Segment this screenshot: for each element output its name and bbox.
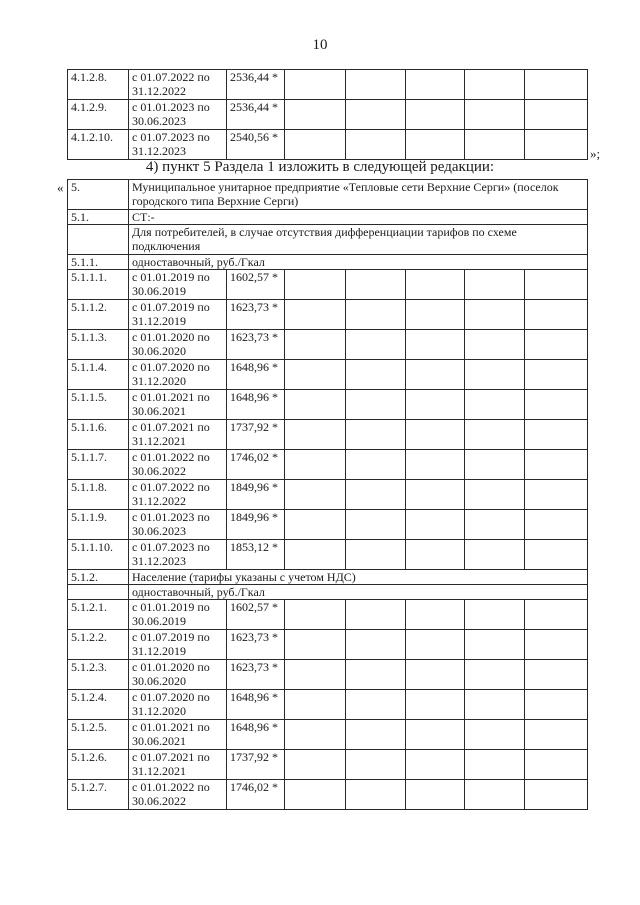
empty-cell [406, 330, 465, 360]
empty-cell [465, 450, 525, 480]
tariff-row [68, 480, 588, 510]
tariff-row [68, 630, 588, 660]
empty-cell [346, 330, 406, 360]
empty-cell [465, 660, 525, 690]
price-cell: 1602,57 * [227, 270, 285, 300]
empty-cell [525, 510, 588, 540]
price-cell: 1648,96 * [227, 690, 285, 720]
empty-cell [525, 420, 588, 450]
empty-cell [525, 270, 588, 300]
tariff-row [68, 270, 588, 300]
empty-cell [465, 720, 525, 750]
row-number: 4.1.2.10. [68, 130, 129, 160]
empty-cell [525, 780, 588, 810]
empty-cell [285, 660, 346, 690]
price-cell: 1737,92 * [227, 750, 285, 780]
price-cell: 1623,73 * [227, 630, 285, 660]
tariff-row [68, 600, 588, 630]
period-cell: с 01.01.2022 по 30.06.2022 [129, 780, 227, 810]
empty-cell [525, 450, 588, 480]
tariff-table-main [67, 179, 588, 810]
price-cell: 1746,02 * [227, 450, 285, 480]
empty-cell [406, 390, 465, 420]
price-cell: 1602,57 * [227, 600, 285, 630]
empty-cell [465, 130, 525, 160]
st-label: СТ:- [129, 210, 588, 225]
empty-cell [465, 360, 525, 390]
row-number: 5.1.1.9. [68, 510, 129, 540]
period-cell: с 01.01.2020 по 30.06.2020 [129, 660, 227, 690]
empty-cell [406, 480, 465, 510]
row-number: 5.1.1.1. [68, 270, 129, 300]
row-number: 5.1.1.7. [68, 450, 129, 480]
empty-cell [465, 750, 525, 780]
tariff-table-continuation [67, 69, 588, 160]
empty-cell [406, 450, 465, 480]
price-cell: 2536,44 * [227, 100, 285, 130]
empty-cell [346, 450, 406, 480]
empty-cell [346, 510, 406, 540]
empty-cell [285, 450, 346, 480]
empty-cell [285, 480, 346, 510]
row-number: 5.1.1. [68, 255, 129, 270]
empty-cell [346, 300, 406, 330]
period-cell: с 01.01.2023 по 30.06.2023 [129, 510, 227, 540]
period-cell: с 01.01.2021 по 30.06.2021 [129, 390, 227, 420]
single-rate-label-2: одноставочный, руб./Гкал [129, 585, 588, 600]
period-cell: с 01.07.2020 по 31.12.2020 [129, 360, 227, 390]
empty-cell [406, 600, 465, 630]
empty-cell [525, 360, 588, 390]
period-cell: с 01.07.2019 по 31.12.2019 [129, 630, 227, 660]
opening-quote: « [57, 180, 64, 195]
empty-cell [525, 330, 588, 360]
empty-cell [346, 270, 406, 300]
empty-cell [406, 660, 465, 690]
empty-cell [525, 600, 588, 630]
row-number: 4.1.2.8. [68, 70, 129, 100]
empty-cell [465, 100, 525, 130]
empty-cell [406, 690, 465, 720]
empty-cell [346, 660, 406, 690]
row-number: 5.1. [68, 210, 129, 225]
row-number: 4.1.2.9. [68, 100, 129, 130]
empty-cell [465, 690, 525, 720]
row-number: 5.1.1.2. [68, 300, 129, 330]
empty-cell [346, 70, 406, 100]
empty-cell [465, 70, 525, 100]
tariff-row [68, 70, 588, 100]
period-cell: с 01.01.2019 по 30.06.2019 [129, 600, 227, 630]
period-cell: с 01.01.2021 по 30.06.2021 [129, 720, 227, 750]
row-number: 5.1.2.5. [68, 720, 129, 750]
empty-cell [346, 130, 406, 160]
empty-cell [285, 750, 346, 780]
price-cell: 1737,92 * [227, 420, 285, 450]
row-number: 5.1.2.3. [68, 660, 129, 690]
single-rate-row [68, 255, 588, 270]
empty-cell [525, 390, 588, 420]
empty-cell [68, 225, 129, 255]
row-number: 5.1.2. [68, 570, 129, 585]
consumers-note: Для потребителей, в случае отсутствия дифференциации тарифов по схеме подключения [129, 225, 588, 255]
price-cell: 1623,73 * [227, 300, 285, 330]
empty-cell [465, 480, 525, 510]
price-cell: 1648,96 * [227, 720, 285, 750]
period-cell: с 01.07.2022 по 31.12.2022 [129, 480, 227, 510]
price-cell: 1849,96 * [227, 510, 285, 540]
empty-cell [525, 690, 588, 720]
row-number: 5.1.1.5. [68, 390, 129, 420]
empty-cell [285, 420, 346, 450]
empty-cell [465, 270, 525, 300]
row-number: 5. [68, 180, 129, 210]
empty-cell [346, 390, 406, 420]
tariff-row [68, 720, 588, 750]
period-cell: с 01.01.2023 по 30.06.2023 [129, 100, 227, 130]
empty-cell [525, 540, 588, 570]
period-cell: с 01.01.2019 по 30.06.2019 [129, 270, 227, 300]
empty-cell [346, 420, 406, 450]
row-number: 5.1.2.7. [68, 780, 129, 810]
row-number: 5.1.2.4. [68, 690, 129, 720]
empty-cell [285, 70, 346, 100]
empty-cell [346, 750, 406, 780]
period-cell: с 01.07.2020 по 31.12.2020 [129, 690, 227, 720]
empty-cell [525, 480, 588, 510]
price-cell: 1849,96 * [227, 480, 285, 510]
empty-cell [285, 390, 346, 420]
empty-cell [525, 630, 588, 660]
empty-cell [346, 600, 406, 630]
empty-cell [465, 630, 525, 660]
row-number: 5.1.1.4. [68, 360, 129, 390]
empty-cell [406, 270, 465, 300]
empty-cell [465, 420, 525, 450]
tariff-row [68, 420, 588, 450]
population-label: Население (тарифы указаны с учетом НДС) [129, 570, 588, 585]
st-row [68, 210, 588, 225]
row-number: 5.1.2.2. [68, 630, 129, 660]
empty-cell [346, 780, 406, 810]
tariff-row [68, 510, 588, 540]
empty-cell [285, 270, 346, 300]
empty-cell [285, 720, 346, 750]
empty-cell [525, 750, 588, 780]
empty-cell [285, 540, 346, 570]
empty-cell [285, 330, 346, 360]
period-cell: с 01.07.2023 по 31.12.2023 [129, 540, 227, 570]
row-number: 5.1.1.8. [68, 480, 129, 510]
tariff-row [68, 100, 588, 130]
tariff-row [68, 390, 588, 420]
period-cell: с 01.07.2023 по 31.12.2023 [129, 130, 227, 160]
tariff-row [68, 690, 588, 720]
tariff-row [68, 780, 588, 810]
empty-cell [465, 600, 525, 630]
empty-cell [346, 100, 406, 130]
empty-cell [406, 720, 465, 750]
row-number: 5.1.2.1. [68, 600, 129, 630]
org-row [68, 180, 588, 210]
empty-cell [406, 130, 465, 160]
row-number: 5.1.1.3. [68, 330, 129, 360]
tariff-row [68, 360, 588, 390]
empty-cell [465, 540, 525, 570]
closing-mark: »; [590, 146, 601, 161]
empty-cell [285, 130, 346, 160]
population-row [68, 570, 588, 585]
tariff-row [68, 660, 588, 690]
period-cell: с 01.01.2022 по 30.06.2022 [129, 450, 227, 480]
empty-cell [285, 100, 346, 130]
empty-cell [346, 480, 406, 510]
price-cell: 1648,96 * [227, 360, 285, 390]
tariff-row [68, 450, 588, 480]
empty-cell [346, 720, 406, 750]
period-cell: с 01.07.2021 по 31.12.2021 [129, 420, 227, 450]
page-number: 10 [312, 37, 328, 53]
empty-cell [465, 780, 525, 810]
empty-cell [525, 300, 588, 330]
tariff-row [68, 330, 588, 360]
empty-cell [285, 690, 346, 720]
section-heading: 4) пункт 5 Раздела 1 изложить в следующей редакции: [145, 159, 495, 175]
tariff-row [68, 130, 588, 160]
empty-cell [406, 780, 465, 810]
empty-cell [285, 300, 346, 330]
empty-cell [406, 360, 465, 390]
tariff-row [68, 540, 588, 570]
price-cell: 1746,02 * [227, 780, 285, 810]
empty-cell [525, 130, 588, 160]
empty-cell [406, 510, 465, 540]
row-number: 5.1.1.6. [68, 420, 129, 450]
empty-cell [525, 720, 588, 750]
empty-cell [465, 390, 525, 420]
empty-cell [525, 100, 588, 130]
price-cell: 1648,96 * [227, 390, 285, 420]
empty-cell [285, 360, 346, 390]
empty-cell [465, 300, 525, 330]
single-rate-row-2 [68, 585, 588, 600]
period-cell: с 01.07.2022 по 31.12.2022 [129, 70, 227, 100]
price-cell: 2536,44 * [227, 70, 285, 100]
empty-cell [465, 510, 525, 540]
empty-cell [346, 360, 406, 390]
empty-cell [285, 630, 346, 660]
price-cell: 1623,73 * [227, 330, 285, 360]
tariff-row [68, 300, 588, 330]
row-number: 5.1.1.10. [68, 540, 129, 570]
empty-cell [406, 70, 465, 100]
empty-cell [346, 540, 406, 570]
empty-cell [346, 690, 406, 720]
empty-cell [525, 660, 588, 690]
empty-cell [406, 630, 465, 660]
price-cell: 2540,56 * [227, 130, 285, 160]
empty-cell [406, 540, 465, 570]
period-cell: с 01.07.2021 по 31.12.2021 [129, 750, 227, 780]
period-cell: с 01.01.2020 по 30.06.2020 [129, 330, 227, 360]
empty-cell [68, 585, 129, 600]
consumers-row [68, 225, 588, 255]
org-name: Муниципальное унитарное предприятие «Тепловые сети Верхние Серги» (поселок городского типа Верхние Серги) [129, 180, 588, 210]
empty-cell [346, 630, 406, 660]
empty-cell [406, 750, 465, 780]
empty-cell [406, 300, 465, 330]
empty-cell [406, 100, 465, 130]
price-cell: 1853,12 * [227, 540, 285, 570]
empty-cell [465, 330, 525, 360]
period-cell: с 01.07.2019 по 31.12.2019 [129, 300, 227, 330]
single-rate-label: одноставочный, руб./Гкал [129, 255, 588, 270]
empty-cell [285, 600, 346, 630]
empty-cell [406, 420, 465, 450]
tariff-row [68, 750, 588, 780]
empty-cell [285, 780, 346, 810]
row-number: 5.1.2.6. [68, 750, 129, 780]
empty-cell [285, 510, 346, 540]
price-cell: 1623,73 * [227, 660, 285, 690]
empty-cell [525, 70, 588, 100]
